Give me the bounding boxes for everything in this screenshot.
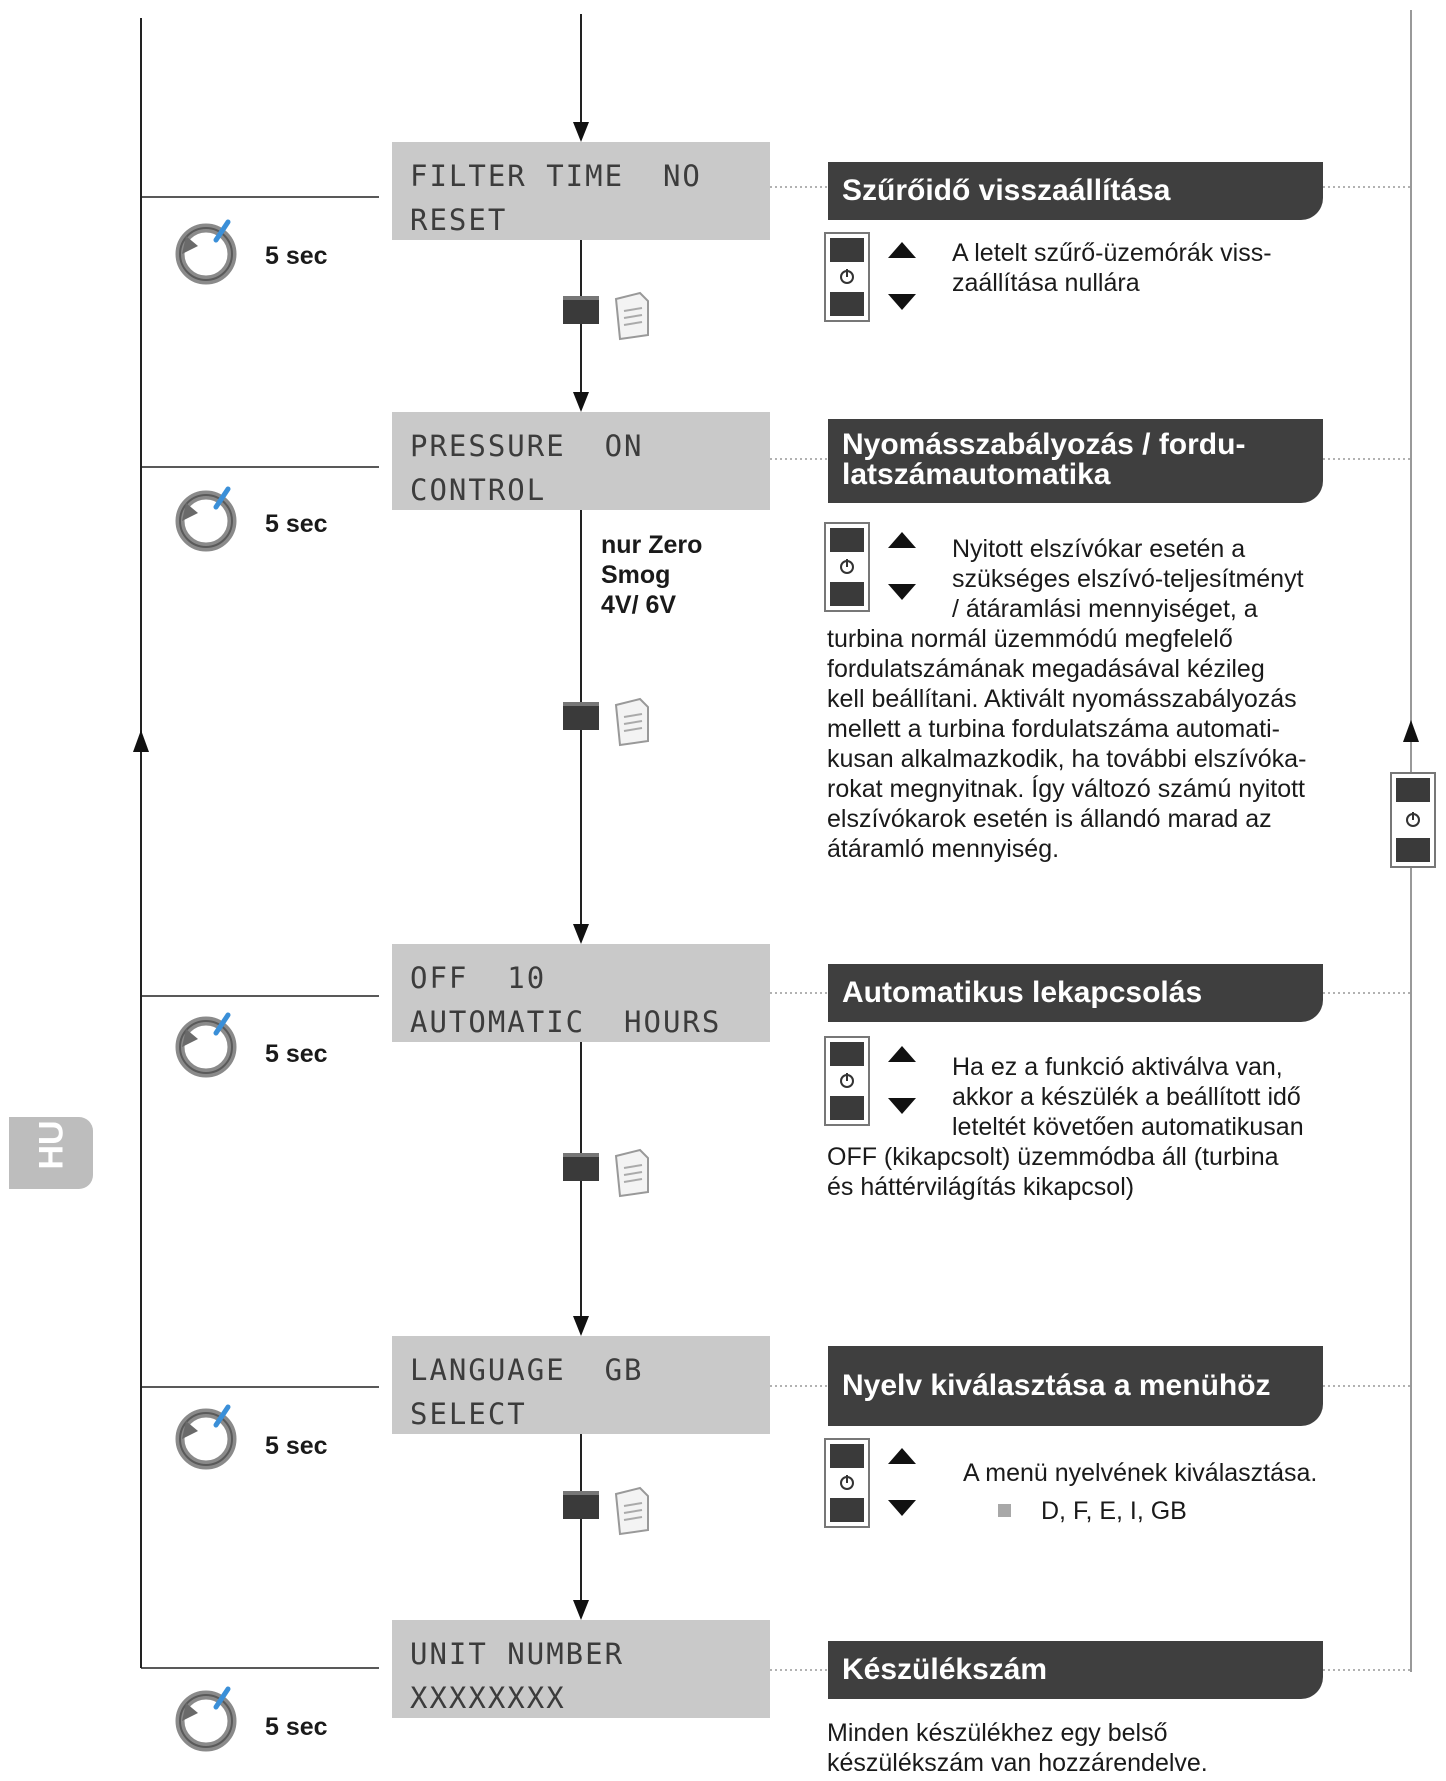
key-block-icon <box>563 1153 599 1181</box>
document-icon <box>612 291 652 343</box>
down-arrow-icon <box>573 122 589 142</box>
down-arrow-icon <box>573 1600 589 1620</box>
lcd-line: RESET <box>410 203 508 237</box>
lcd-line: UNIT NUMBER <box>410 1637 625 1671</box>
note-line: 4V/ 6V <box>601 591 677 619</box>
lcd-line: OFF 10 <box>410 961 547 995</box>
down-arrow-icon <box>573 1316 589 1336</box>
lcd-display <box>392 412 770 510</box>
section-description: A letelt szűrő-üzemórák viss- zaállítása nullára <box>952 239 1272 297</box>
note-line: nur Zero <box>601 531 703 559</box>
key-block-icon <box>563 296 599 324</box>
hold-time-label: 5 sec <box>265 510 328 538</box>
section-description: A menü nyelvének kiválasztása. D, F, E, I, GB <box>963 1459 1318 1525</box>
hold-time-label: 5 sec <box>265 1432 328 1460</box>
section-heading: Automatikus lekapcsolás <box>828 964 1323 1022</box>
rotate-hold-icon <box>172 1403 242 1473</box>
keypad-arrows-icon <box>824 1438 920 1530</box>
lcd-line: PRESSURE ON <box>410 429 644 463</box>
section-description: Minden készülékhez egy belső készülékszám van hozzárendelve. <box>827 1719 1208 1777</box>
rotate-hold-icon <box>172 1011 242 1081</box>
document-icon <box>612 697 652 749</box>
hold-time-label: 5 sec <box>265 1713 328 1741</box>
lcd-line: CONTROL <box>410 473 547 507</box>
lcd-line: FILTER TIME NO <box>410 159 702 193</box>
section-description: Ha ez a funkció aktiválva van, akkor a készülék a beállított idő leteltét követően automatikusan <box>952 1053 1304 1141</box>
hold-time-label: 5 sec <box>265 1040 328 1068</box>
up-arrow-icon <box>1403 720 1419 742</box>
note-line: Smog <box>601 561 671 589</box>
key-block-icon <box>563 702 599 730</box>
down-arrow-icon <box>573 924 589 944</box>
document-icon <box>612 1486 652 1538</box>
document-icon <box>612 1148 652 1200</box>
keypad-arrows-icon <box>824 232 920 324</box>
lcd-display <box>392 142 770 240</box>
lcd-line: AUTOMATIC HOURS <box>410 1005 722 1039</box>
lcd-line: XXXXXXXX <box>410 1681 566 1715</box>
lcd-line: SELECT <box>410 1397 527 1431</box>
up-arrow-icon <box>133 730 149 752</box>
lcd-display <box>392 1336 770 1434</box>
rotate-hold-icon <box>172 218 242 288</box>
key-block-icon <box>563 1491 599 1519</box>
bullet-icon <box>998 1504 1011 1517</box>
language-options: D, F, E, I, GB <box>998 1496 1317 1526</box>
section-description-cont: turbina normál üzemmódú megfelelő fordulatszámának megadásával kézileg kell beállítani. Aktivált nyomásszabályozás mellett a turbina fordulatszáma automati- kusan alkalmazkodik, ha további elszívóka- rokat megnyitnak. Így változó számú nyitott elszívókarok esetén is állandó marad az átáramló mennyiség. <box>827 625 1307 863</box>
hold-time-label: 5 sec <box>265 242 328 270</box>
section-heading: Készülékszám <box>828 1641 1323 1699</box>
lcd-line: LANGUAGE GB <box>410 1353 644 1387</box>
section-heading: Nyomásszabályozás / fordu- latszámautomatika <box>828 419 1323 503</box>
model-note <box>601 530 702 620</box>
rotate-hold-icon <box>172 485 242 555</box>
section-heading: Nyelv kiválasztása a menühöz <box>828 1346 1323 1426</box>
rotate-hold-icon <box>172 1685 242 1755</box>
language-tab: HU <box>9 1117 93 1189</box>
down-arrow-icon <box>573 392 589 412</box>
side-keypad-icon <box>1390 772 1436 868</box>
lcd-display <box>392 1620 770 1718</box>
section-description-cont: OFF (kikapcsolt) üzemmódba áll (turbina és háttérvilágítás kikapcsol) <box>827 1143 1279 1201</box>
lcd-display <box>392 944 770 1042</box>
section-description: Nyitott elszívókar esetén a szükséges elszívó-teljesítményt / átáramlási mennyiséget, a <box>952 535 1304 623</box>
section-heading: Szűrőidő visszaállítása <box>828 162 1323 220</box>
keypad-arrows-icon <box>824 522 920 614</box>
keypad-arrows-icon <box>824 1036 920 1128</box>
